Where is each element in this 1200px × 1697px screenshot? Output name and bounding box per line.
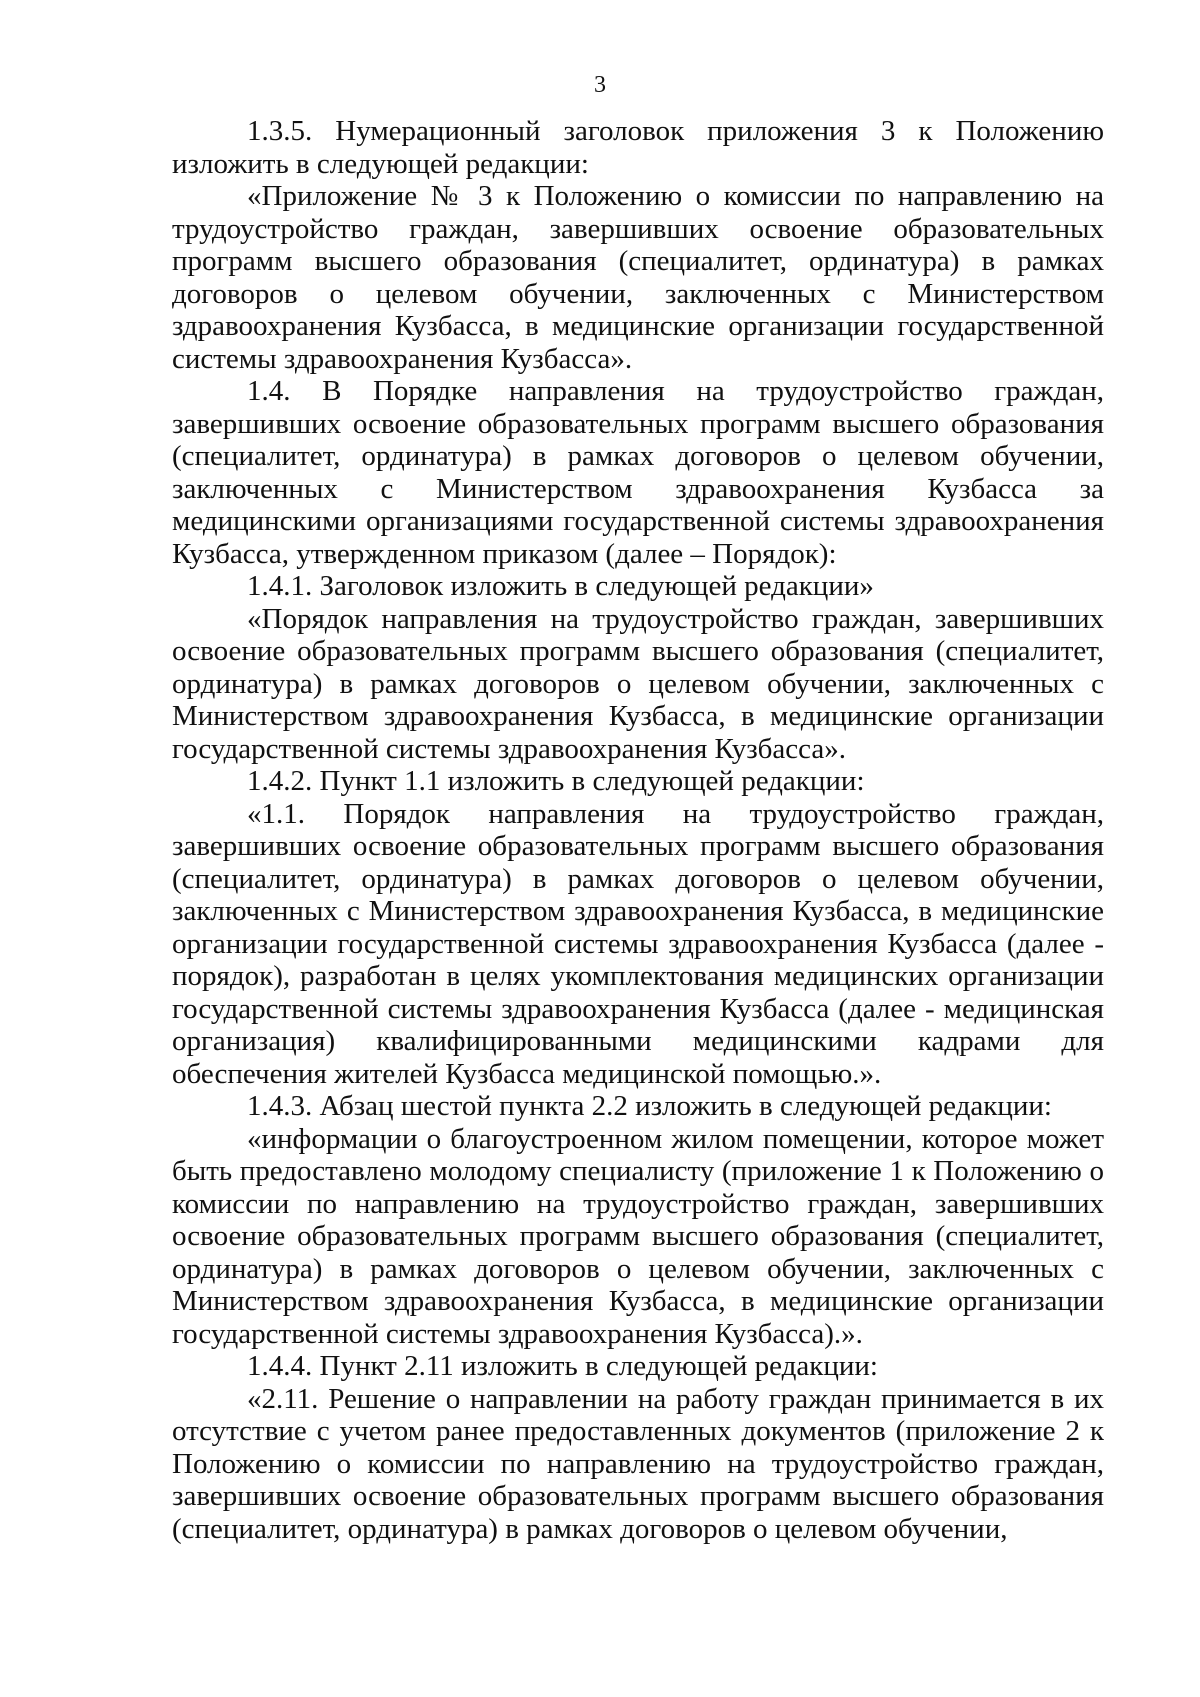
paragraph-point-1-1: «1.1. Порядок направления на трудоустройство граждан, завершивших освоение образовательных программ высшего образования (специалитет, ординатура) в рамках договоров о целевом обучении, заключенных с Министерством здравоохранения Кузбасса, в медицинские организации государственной системы здравоохранения Кузбасса (далее - порядок), разработан в целях укомплектования медицинских организации государственной системы здравоохранения Кузбасса (далее - медицинская организация) квалифицированными медицинскими кадрами для обеспечения жителей Кузбасса медицинской помощью.». (172, 797, 1104, 1090)
paragraph-1-4-2: 1.4.2. Пункт 1.1 изложить в следующей редакции: (247, 765, 865, 797)
paragraph-appendix-3-title: «Приложение № 3 к Положению о комиссии по направлению на трудоустройство граждан, завершивших освоение образовательных программ высшего образования (специалитет, ординатура) в рамках договоров о целевом обучении, заключенных с Министерством здравоохранения Кузбасса, в медицинские организации государственной системы здравоохранения Кузбасса». (172, 180, 1104, 375)
paragraph-housing-info: «информации о благоустроенном жилом помещении, которое может быть предоставлено молодому специалисту (приложение 1 к Положению о комиссии по направлению на трудоустройство граждан, завершивших освоение образовательных программ высшего образования (специалитет, ординатура) в рамках договоров о целевом обучении, заключенных с Министерством здравоохранения Кузбасса, в медицинские организации государственной системы здравоохранения Кузбасса).». (172, 1122, 1104, 1350)
page-number: 3 (594, 72, 606, 98)
paragraph-order-title: «Порядок направления на трудоустройство граждан, завершивших освоение образовательных программ высшего образования (специалитет, ординатура) в рамках договоров о целевом обучении, заключенных с Министерством здравоохранения Кузбасса, в медицинские организации государственной системы здравоохранения Кузбасса». (172, 602, 1104, 765)
paragraph-1-3-5: 1.3.5. Нумерационный заголовок приложения 3 к Положению изложить в следующей редакции: (172, 115, 1104, 180)
document-body (172, 115, 1104, 1545)
paragraph-1-4-4: 1.4.4. Пункт 2.11 изложить в следующей редакции: (247, 1350, 878, 1382)
paragraph-1-4-3: 1.4.3. Абзац шестой пункта 2.2 изложить в следующей редакции: (247, 1090, 1052, 1122)
paragraph-point-2-11: «2.11. Решение о направлении на работу граждан принимается в их отсутствие с учетом ранее предоставленных документов (приложение 2 к Положению о комиссии по направлению на трудоустройство граждан, завершивших освоение образовательных программ высшего образования (специалитет, ординатура) в рамках договоров о целевом обучении, (172, 1382, 1104, 1545)
paragraph-1-4: 1.4. В Порядке направления на трудоустройство граждан, завершивших освоение образовательных программ высшего образования (специалитет, ординатура) в рамках договоров о целевом обучении, заключенных с Министерством здравоохранения Кузбасса за медицинскими организациями государственной системы здравоохранения Кузбасса, утвержденном приказом (далее – Порядок): (172, 375, 1104, 570)
paragraph-1-4-1: 1.4.1. Заголовок изложить в следующей редакции» (247, 570, 874, 602)
